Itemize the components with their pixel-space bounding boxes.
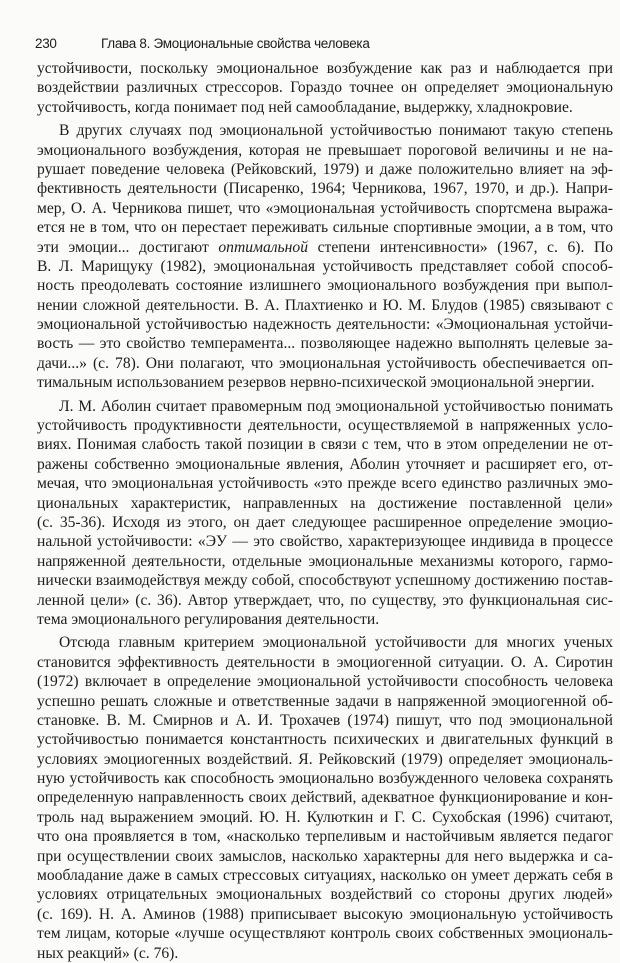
text-line: устойчивость продуктивности деятельности, осуществляемой в напряженных усло- <box>37 417 613 435</box>
text-line: (с. 169). Н. А. Аминов (1988) приписывает высокую эмоциональную устойчивость <box>37 905 613 923</box>
text-line: Отсюда главным критерием эмоциональной устойчивости для многих ученых <box>59 634 613 652</box>
text-line: условиях отрицательных эмоциональных воздействий со стороны других людей» <box>37 886 613 904</box>
text-line: тем лицам, которые «лучше осуществляют контроль своих собственных эмоциональ- <box>37 925 613 943</box>
text-line: (с. 35-36). Исходя из этого, он дает следующее расширенное определение эмоцио- <box>37 513 613 531</box>
text-line: при осуществлении своих замыслов, насколько характерны для него выдержка и са- <box>37 847 613 865</box>
text-line: тема эмоционального регулирования деятельности. <box>37 610 380 628</box>
emphasized-text: оптимальной <box>218 238 308 256</box>
text-line: становится эффективность деятельности в эмоциогенной ситуации. О. А. Сиротин <box>37 653 613 671</box>
text-segment: эти эмоции... достигают <box>37 238 219 256</box>
text-line: тимальным использованием резервов нервно-психической эмоциональной энергии. <box>37 374 595 392</box>
text-line: В. Л. Марищуку (1982), эмоциональная устойчивость представляет собой способ- <box>37 257 613 275</box>
text-segment: степени интенсивности» (1967, с. 6). По <box>308 238 614 256</box>
text-line: дачи...» (с. 78). Они полагают, что эмоциональная устойчивость обеспечивается оп- <box>37 354 613 372</box>
text-line: мообладание даже в самых стрессовых ситуациях, насколько он умеет держать себя в <box>37 867 613 885</box>
text-line: нении сложной деятельности. В. А. Плахтиенко и Ю. М. Блудов (1985) связывают с <box>37 296 613 314</box>
text-line: что она проявляется в том, «насколько терпеливым и настойчивым является педагог <box>37 828 613 846</box>
text-line: мер, О. А. Черникова пишет, что «эмоциональная устойчивость спортсмена выража- <box>37 199 613 217</box>
text-line: ражены собственно эмоциональные явления, Аболин уточняет и расширяет его, от- <box>37 455 613 473</box>
text-line: воздействии различных стрессоров. Гораздо точнее он определяет эмоциональную <box>37 79 613 97</box>
text-line: нальной устойчивости: «ЭУ — это свойство, характеризующее индивида в процессе <box>37 533 613 551</box>
text-line: эмоциональной устойчивостью надежность деятельности: «Эмоциональная устойчи- <box>37 316 613 334</box>
text-line: Л. М. Аболин считает правомерным под эмоциональной устойчивостью понимать <box>59 397 613 415</box>
text-line <box>37 238 613 257</box>
text-line: ных реакций» (с. 76). <box>37 944 179 962</box>
text-line: условиях эмоциогенных воздействий. Я. Рейковский (1979) определяет эмоциональ- <box>37 750 613 768</box>
text-line: успешно решать сложные и ответственные задачи в напряженной эмоциогенной об- <box>37 692 613 710</box>
paragraph <box>37 633 613 963</box>
text-line: ную устойчивость как способность эмоционально возбужденного человека сохранять <box>37 770 613 788</box>
text-line: вость — это свойство темперамента... позволяющее надежно выполнять целевые за- <box>37 335 613 353</box>
text-line: виях. Понимая слабость такой позиции в связи с тем, что в этом определении не от- <box>37 436 613 454</box>
paragraph <box>37 59 613 117</box>
chapter-title: Глава 8. Эмоциональные свойства человека <box>101 36 370 51</box>
text-line: определенную направленность своих действий, адекватное функционирование и кон- <box>37 789 613 807</box>
text-line: эмоционального возбуждения, которая не превышает пороговой величины и не на- <box>37 141 613 159</box>
page-number: 230 <box>35 36 57 51</box>
text-line: циональных характеристик, направленных на достижение поставленной цели» <box>37 494 613 512</box>
text-line: устойчивость, когда понимает под ней самообладание, выдержку, хладнокровие. <box>37 98 573 116</box>
text-line: (1972) включает в определение эмоциональной устойчивости способность человека <box>37 673 613 691</box>
text-line: становке. В. М. Смирнов и А. И. Трохачев (1974) пишут, что под эмоциональной <box>37 711 613 729</box>
text-line: троль над выражением эмоций. Ю. Н. Кулюткин и Г. С. Сухобская (1996) считают, <box>37 808 613 826</box>
page-body <box>37 59 613 963</box>
text-line: напряженной деятельности, отдельные эмоциональные механизмы которого, гармо- <box>37 552 613 570</box>
text-line: ленной цели» (с. 36). Автор утверждает, что, по существу, это функциональная сис- <box>37 591 613 609</box>
paragraph <box>37 121 613 392</box>
text-line: устойчивости, поскольку эмоциональное возбуждение как раз и наблюдается при <box>37 60 613 77</box>
text-line: рушает поведение человека (Рейковский, 1979) и даже положительно влияет на эф- <box>37 160 613 178</box>
paragraph <box>37 397 613 630</box>
text-line: ность преодолевать состояние излишнего эмоционального возбуждения при выпол- <box>37 277 613 295</box>
text-line: мечая, что эмоциональная устойчивость «это прежде всего единство различных эмо- <box>37 475 613 493</box>
text-line: ется не в том, что он перестает переживать сильные спортивные эмоции, а в том, что <box>37 219 613 237</box>
text-line: нически взаимодействуя между собой, способствуют успешному достижению постав- <box>37 572 613 590</box>
text-line: В других случаях под эмоциональной устойчивостью понимают такую степень <box>59 122 613 140</box>
text-line: устойчивостью понимается константность психических и двигательных функций в <box>37 731 613 749</box>
text-line: фективность деятельности (Писаренко, 1964; Черникова, 1967, 1970, и др.). Напри- <box>37 180 613 198</box>
